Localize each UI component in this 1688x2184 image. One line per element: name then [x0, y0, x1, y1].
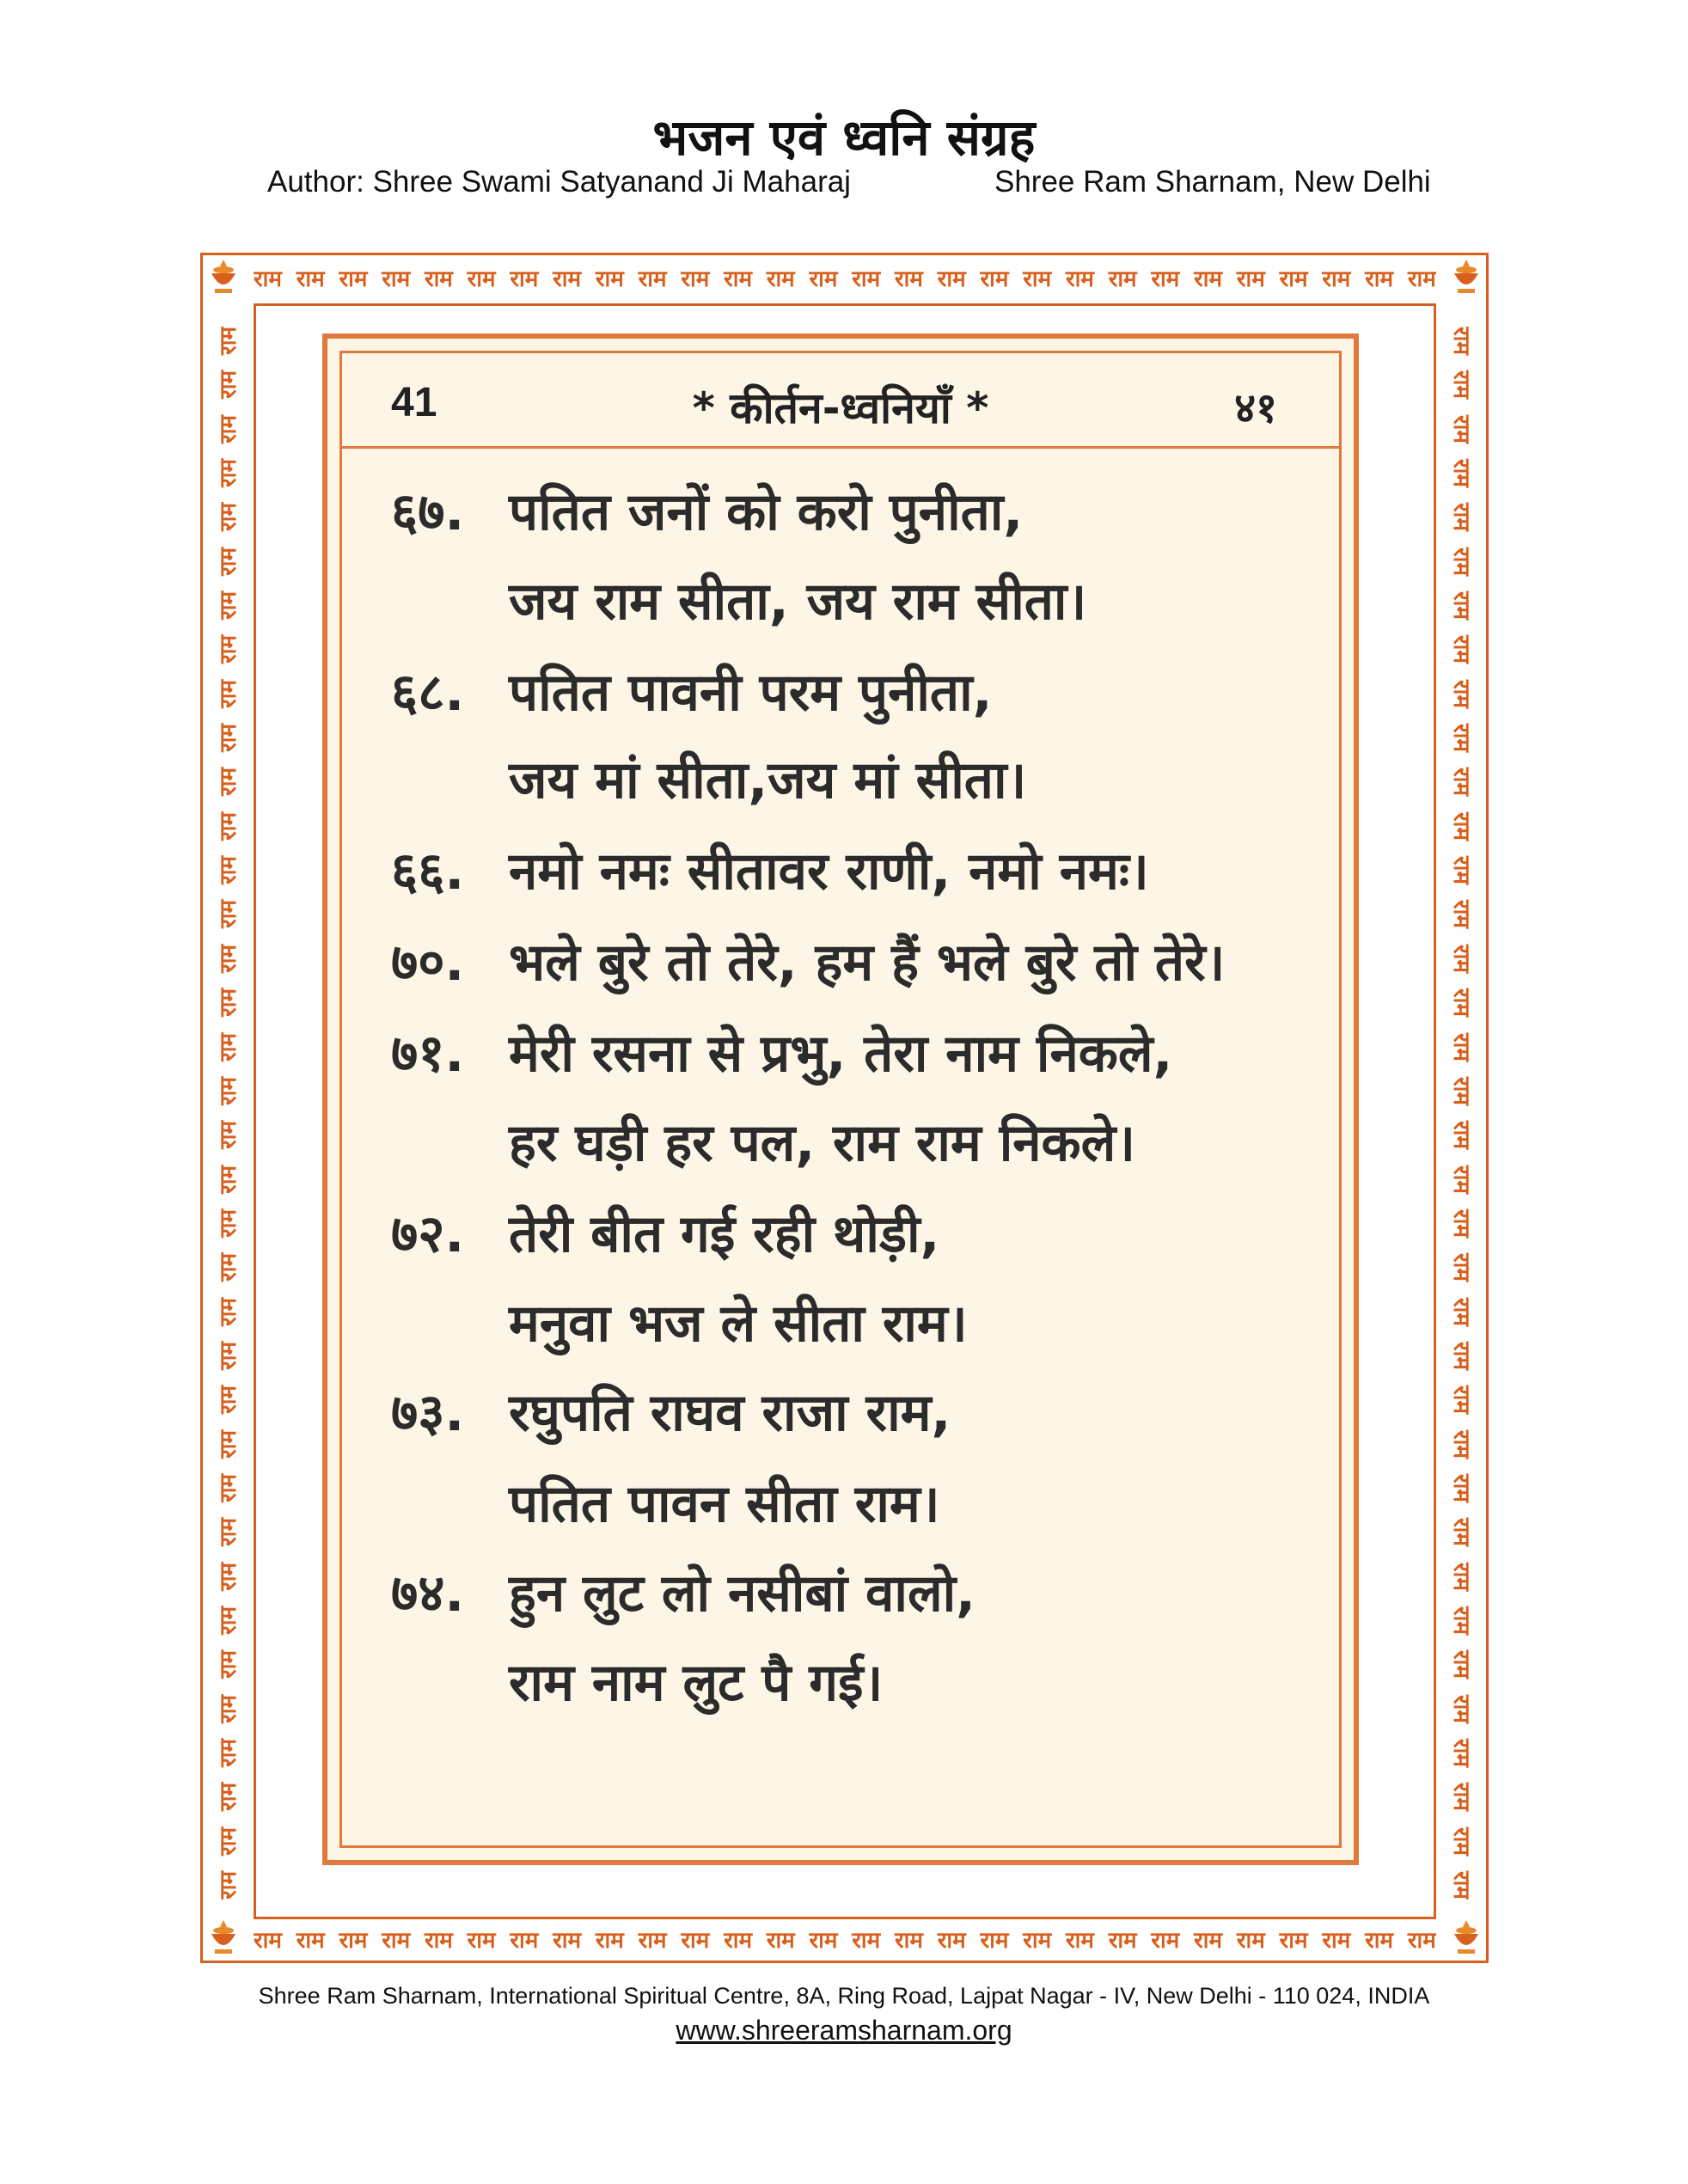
- website-link[interactable]: www.shreeramsharnam.org: [676, 2015, 1012, 2046]
- ram-word: राम: [1448, 988, 1474, 1018]
- ram-word: राम: [254, 1928, 282, 1954]
- ram-word: राम: [216, 1694, 242, 1723]
- ram-word: राम: [216, 988, 242, 1018]
- ram-word: राम: [553, 266, 582, 292]
- ram-word: राम: [296, 1928, 325, 1954]
- ram-word: राम: [216, 1429, 242, 1459]
- verse-line: जय राम सीता, जय राम सीता।: [509, 572, 1087, 632]
- verse-line: मनुवा भज ले सीता राम।: [509, 1294, 968, 1354]
- footer-address: Shree Ram Sharnam, International Spiritual Centre, 8A, Ring Road, Lajpat Nagar - IV, New Delhi - 110 024, INDIA: [258, 1983, 1430, 2009]
- ram-border-top: [254, 255, 1436, 300]
- ram-word: राम: [1448, 1253, 1474, 1282]
- ram-word: राम: [216, 1297, 242, 1326]
- ram-word: राम: [216, 679, 242, 708]
- ram-word: राम: [595, 266, 624, 292]
- ram-word: राम: [1448, 327, 1474, 355]
- ram-word: राम: [895, 266, 923, 292]
- ram-word: राम: [339, 266, 368, 292]
- ram-word: राम: [1194, 266, 1223, 292]
- ram-word: राम: [937, 1928, 966, 1954]
- ram-word: राम: [1448, 591, 1474, 620]
- ram-word: राम: [216, 1518, 242, 1547]
- ram-word: राम: [1448, 1826, 1474, 1856]
- ram-word: राम: [1322, 1928, 1351, 1954]
- ram-word: राम: [216, 1871, 242, 1900]
- kalash-icon: [206, 258, 241, 296]
- verse-line: हर घड़ी हर पल, राम राम निकले।: [509, 1113, 1136, 1173]
- ram-word: राम: [1448, 1518, 1474, 1547]
- ram-word: राम: [1448, 503, 1474, 532]
- ram-word: राम: [216, 459, 242, 487]
- ram-word: राम: [382, 1928, 411, 1954]
- ram-word: राम: [809, 266, 838, 292]
- verse-line: मेरी रसना से प्रभु, तेरा नाम निकले,: [509, 1024, 1173, 1084]
- ram-word: राम: [1065, 1928, 1094, 1954]
- ram-word: राम: [216, 1739, 242, 1767]
- ram-word: राम: [216, 724, 242, 753]
- ram-word: राम: [1279, 1928, 1308, 1954]
- ram-word: राम: [1407, 1928, 1436, 1954]
- verse-line: जय मां सीता,जय मां सीता।: [509, 750, 1027, 811]
- ram-word: राम: [638, 1928, 667, 1954]
- kalash-icon: [206, 1918, 241, 1956]
- ram-word: राम: [216, 1606, 242, 1635]
- verse-number: ७३.: [391, 1383, 465, 1443]
- ram-word: राम: [980, 1928, 1009, 1954]
- ram-word: राम: [1448, 1032, 1474, 1061]
- ram-word: राम: [1448, 944, 1474, 973]
- ram-border-bottom: [254, 1917, 1436, 1961]
- ram-word: राम: [216, 1165, 242, 1194]
- ram-word: राम: [216, 1253, 242, 1282]
- verse-line: पतित पावन सीता राम।: [509, 1474, 940, 1534]
- ram-word: राम: [296, 266, 325, 292]
- ram-word: राम: [1448, 1739, 1474, 1767]
- page-number-devanagari: ४१: [1234, 384, 1277, 432]
- footer-website-row: [0, 2015, 1688, 2046]
- verse-line: राम नाम लुट पै गई।: [509, 1653, 884, 1713]
- ram-word: राम: [216, 856, 242, 885]
- ram-word: राम: [1194, 1928, 1223, 1954]
- ram-word: राम: [216, 1208, 242, 1238]
- ram-word: राम: [1448, 1208, 1474, 1238]
- verse-number: ६६.: [391, 841, 465, 902]
- ram-word: राम: [895, 1928, 923, 1954]
- verse-line: तेरी बीत गई रही थोड़ी,: [509, 1204, 940, 1264]
- ram-word: राम: [1448, 1297, 1474, 1326]
- ram-word: राम: [216, 944, 242, 973]
- ram-word: राम: [216, 1032, 242, 1061]
- ram-word: राम: [216, 1121, 242, 1150]
- ram-word: राम: [216, 1650, 242, 1679]
- ram-word: राम: [1448, 1606, 1474, 1635]
- ram-word: राम: [1448, 1871, 1474, 1900]
- ram-word: राम: [216, 414, 242, 444]
- ram-word: राम: [1065, 266, 1094, 292]
- ram-word: राम: [1448, 635, 1474, 664]
- ram-word: राम: [980, 266, 1009, 292]
- verse-number: ७४.: [391, 1563, 465, 1624]
- ram-word: राम: [1448, 724, 1474, 753]
- ram-word: राम: [216, 1386, 242, 1415]
- ram-word: राम: [254, 266, 282, 292]
- ram-word: राम: [216, 370, 242, 400]
- ram-word: राम: [1448, 1341, 1474, 1370]
- ram-word: राम: [1448, 370, 1474, 400]
- ram-word: राम: [1448, 1783, 1474, 1812]
- ram-word: राम: [216, 591, 242, 620]
- ram-word: राम: [1023, 266, 1052, 292]
- ram-word: राम: [1448, 1473, 1474, 1502]
- ram-word: राम: [809, 1928, 838, 1954]
- ram-word: राम: [216, 503, 242, 532]
- ram-word: राम: [681, 1928, 710, 1954]
- ram-word: राम: [216, 1783, 242, 1812]
- ram-word: राम: [1448, 459, 1474, 487]
- ram-word: राम: [510, 266, 539, 292]
- ram-word: राम: [852, 266, 881, 292]
- verse-number: ७१.: [391, 1024, 465, 1084]
- organization-line: Shree Ram Sharnam, New Delhi: [994, 165, 1431, 199]
- ram-word: राम: [1448, 768, 1474, 797]
- ram-word: राम: [1407, 266, 1436, 292]
- ram-word: राम: [724, 1928, 752, 1954]
- ram-word: राम: [1448, 1562, 1474, 1591]
- ram-word: राम: [1448, 1121, 1474, 1150]
- ram-word: राम: [1448, 414, 1474, 444]
- ram-word: राम: [216, 547, 242, 576]
- ram-word: राम: [1151, 1928, 1180, 1954]
- ram-word: राम: [595, 1928, 624, 1954]
- ram-word: राम: [216, 635, 242, 664]
- verse-number: ७२.: [391, 1204, 465, 1264]
- ram-word: राम: [216, 1562, 242, 1591]
- ram-word: राम: [1448, 1650, 1474, 1679]
- kalash-icon: [1449, 258, 1483, 296]
- page-number-arabic: 41: [391, 380, 437, 425]
- ram-word: राम: [1448, 1386, 1474, 1415]
- ram-word: राम: [424, 266, 453, 292]
- verse-line: पतित पावनी परम पुनीता,: [509, 663, 993, 723]
- ram-word: राम: [681, 266, 710, 292]
- ram-word: राम: [1151, 266, 1180, 292]
- ram-word: राम: [1322, 266, 1351, 292]
- ram-word: राम: [424, 1928, 453, 1954]
- ram-word: राम: [339, 1928, 368, 1954]
- ram-word: राम: [1236, 266, 1265, 292]
- ram-word: राम: [852, 1928, 881, 1954]
- ram-word: राम: [1448, 900, 1474, 929]
- ram-word: राम: [1023, 1928, 1052, 1954]
- ram-word: राम: [1448, 1429, 1474, 1459]
- ram-word: राम: [216, 900, 242, 929]
- author-line: Author: Shree Swami Satyanand Ji Maharaj: [267, 165, 851, 199]
- ram-word: राम: [1279, 266, 1308, 292]
- page-title: भजन एवं ध्वनि संग्रह: [652, 108, 1036, 167]
- ram-word: राम: [510, 1928, 539, 1954]
- ram-word: राम: [467, 266, 496, 292]
- ram-word: राम: [1236, 1928, 1265, 1954]
- verse-line: हुन लुट लो नसीबां वालो,: [509, 1563, 975, 1624]
- ram-border-left: [206, 327, 251, 1900]
- verse-line: नमो नमः सीतावर राणी, नमो नमः।: [509, 841, 1149, 902]
- ram-word: राम: [724, 266, 752, 292]
- ram-word: राम: [216, 1473, 242, 1502]
- ram-word: राम: [1448, 856, 1474, 885]
- ram-word: राम: [1365, 1928, 1394, 1954]
- verse-line: रघुपति राघव राजा राम,: [509, 1383, 951, 1443]
- ram-word: राम: [216, 1076, 242, 1105]
- ram-word: राम: [1448, 1694, 1474, 1723]
- ram-word: राम: [216, 327, 242, 355]
- ram-word: राम: [638, 266, 667, 292]
- verse-line: पतित जनों को करो पुनीता,: [509, 482, 1024, 542]
- ram-border-right: [1439, 327, 1483, 1900]
- ram-word: राम: [382, 266, 411, 292]
- ram-word: राम: [1448, 811, 1474, 841]
- ram-word: राम: [216, 811, 242, 841]
- verse-number: ७०.: [391, 933, 465, 993]
- ram-word: राम: [1448, 1076, 1474, 1105]
- verse-line: भले बुरे तो तेरे, हम हैं भले बुरे तो तेरे।: [509, 933, 1226, 993]
- ram-word: राम: [1108, 1928, 1137, 1954]
- ram-word: राम: [1448, 679, 1474, 708]
- ram-word: राम: [1448, 547, 1474, 576]
- ram-word: राम: [216, 1826, 242, 1856]
- ram-word: राम: [766, 1928, 795, 1954]
- ram-word: राम: [766, 266, 795, 292]
- verse-number: ६८.: [391, 663, 465, 723]
- ram-word: राम: [216, 768, 242, 797]
- ram-word: राम: [216, 1341, 242, 1370]
- ram-word: राम: [1448, 1165, 1474, 1194]
- ram-word: राम: [553, 1928, 582, 1954]
- verse-number: ६७.: [391, 482, 465, 542]
- kalash-icon: [1449, 1918, 1483, 1956]
- ram-word: राम: [1365, 266, 1394, 292]
- card-header: [342, 353, 1339, 449]
- card-title: * कीर्तन-ध्वनियाँ *: [692, 383, 989, 433]
- ram-word: राम: [467, 1928, 496, 1954]
- ram-word: राम: [937, 266, 966, 292]
- ram-word: राम: [1108, 266, 1137, 292]
